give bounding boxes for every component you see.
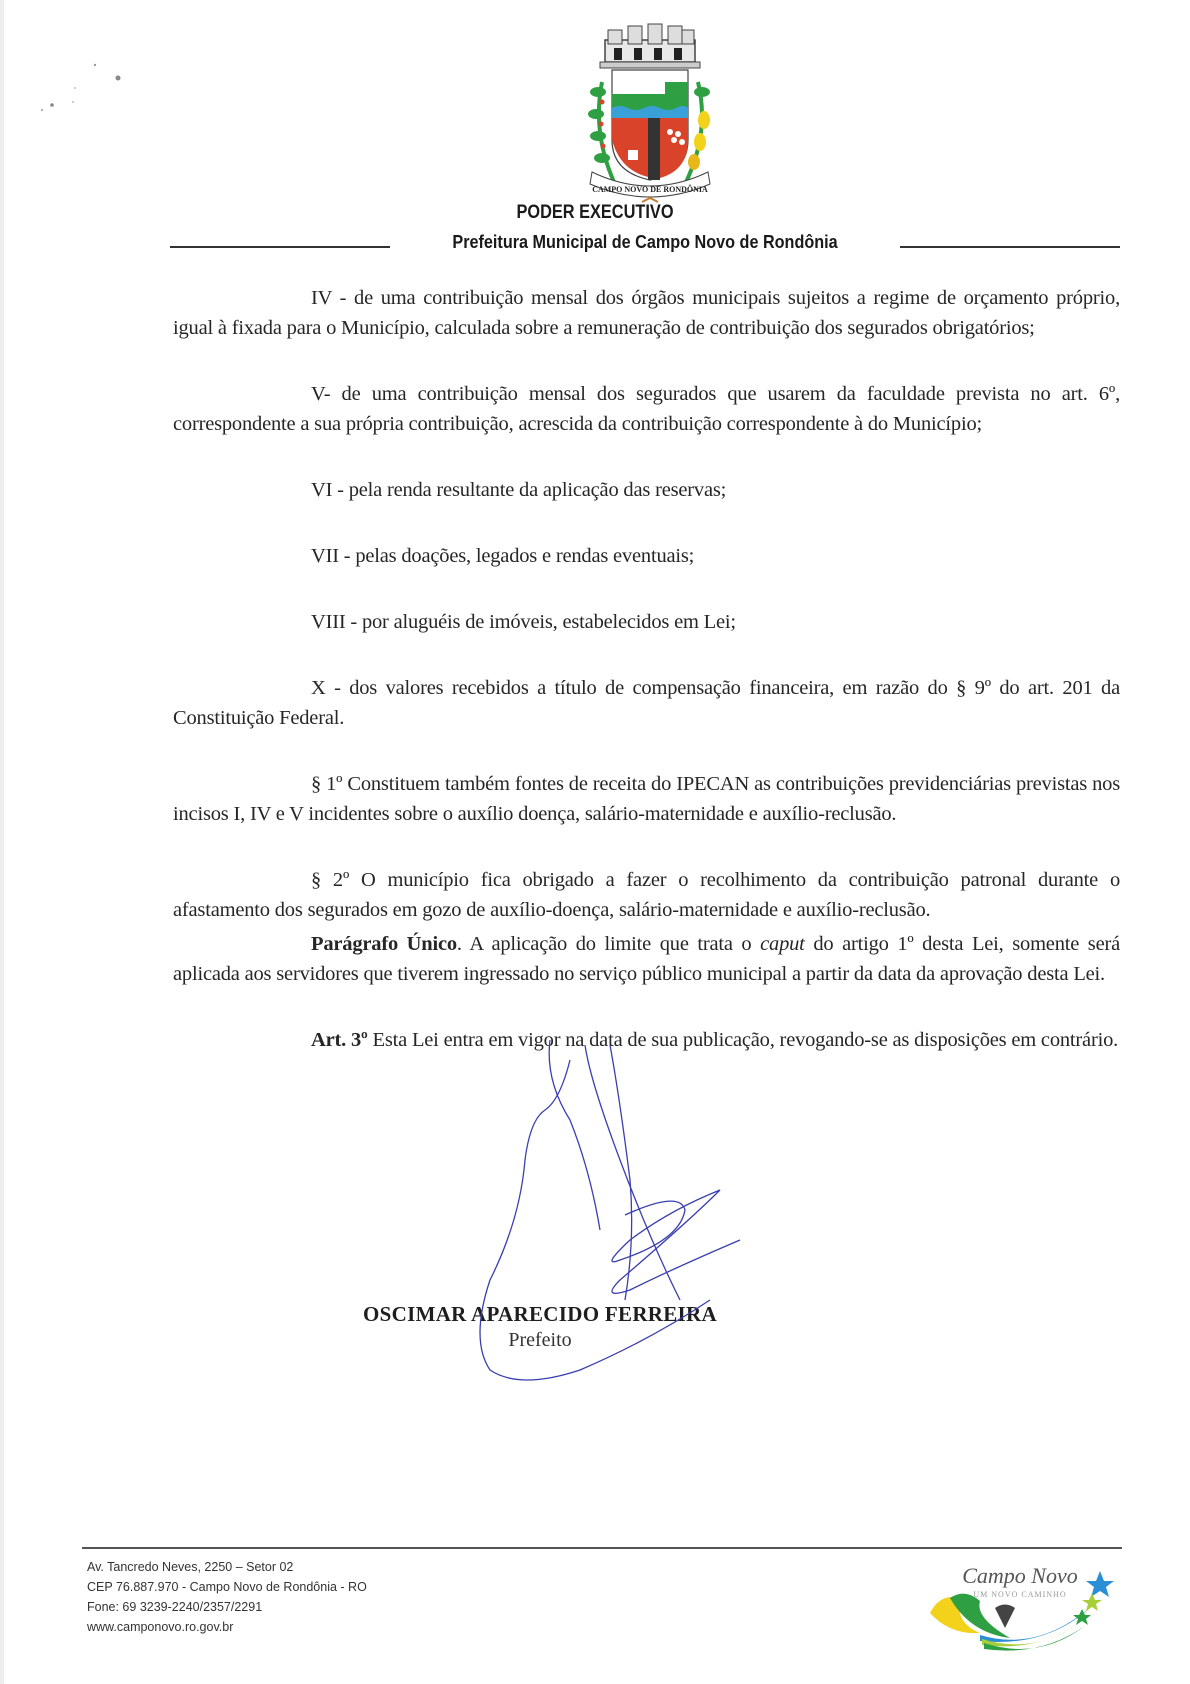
footer-website[interactable]: www.camponovo.ro.gov.br (87, 1620, 234, 1634)
branch-right-icon (686, 82, 710, 182)
paragraph-1: § 1º Constituem também fontes de receita do IPECAN as contribuições previdenciárias previstas nos incisos I, IV e V incidentes sobre o auxílio doença, salário-maternidade e auxílio-reclusão. (173, 773, 1120, 825)
star-icon (1086, 1571, 1114, 1597)
header-title: PODER EXECUTIVO (516, 202, 674, 223)
article-3-label: Art. 3º (311, 1029, 368, 1051)
document-body (173, 283, 1120, 1055)
paragrafo-unico-text-1: . A aplicação do limite que trata o (456, 933, 761, 955)
logo-title: Campo Novo (962, 1563, 1078, 1588)
scan-specks (30, 60, 130, 120)
paragrafo-unico-text-2: do artigo 1º desta Lei, somente será aplicada aos servidores que tiverem ingressado no serviço público municipal a partir da data da aprovação desta Lei. (173, 933, 1121, 985)
item-iv: IV - de uma contribuição mensal dos órgãos municipais sujeitos a regime de orçamento próprio, igual à fixada para o Município, calculada sobre a remuneração de contribuição dos segurados obrigatórios; (173, 287, 1120, 339)
header-subtitle-row (170, 232, 1120, 258)
paragrafo-unico-label: Parágrafo Único (311, 933, 457, 955)
signature-block (0, 1302, 1190, 1352)
emblem-text: CAMPO NOVO DE RONDÔNIA (592, 185, 708, 194)
campo-novo-logo (920, 1553, 1120, 1653)
scan-edge (0, 0, 4, 1684)
footer-cep: CEP 76.887.970 - Campo Novo de Rondônia - RO (87, 1580, 367, 1594)
item-vii: VII - pelas doações, legados e rendas eventuais; (311, 545, 695, 567)
shield-icon (612, 70, 688, 180)
footer-rule (82, 1547, 1122, 1549)
paragraph-2: § 2º O município fica obrigado a fazer o recolhimento da contribuição patronal durante o afastamento dos segurados em gozo de auxílio-doença, salário-maternidade e auxílio-reclusão. (173, 869, 1120, 921)
item-viii: VIII - por aluguéis de imóveis, estabelecidos em Lei; (311, 611, 736, 633)
signatory-name: OSCIMAR APARECIDO FERREIRA (363, 1302, 717, 1326)
logo-slogan: UM NOVO CAMINHO (973, 1590, 1067, 1599)
paragrafo-unico-caput: caput (760, 933, 805, 955)
signatory-role: Prefeito (508, 1329, 572, 1351)
item-v: V- de uma contribuição mensal dos segurados que usarem da faculdade prevista no art. 6º, correspondente a sua própria contribuição, acrescida da contribuição correspondente à do Município; (173, 383, 1120, 435)
star-icon (1073, 1609, 1091, 1625)
footer-address: Av. Tancredo Neves, 2250 – Setor 02 (87, 1560, 294, 1574)
paragrafo-unico (173, 929, 1120, 989)
footer-phone: Fone: 69 3239-2240/2357/2291 (87, 1600, 263, 1614)
star-icon (1082, 1593, 1102, 1611)
item-x: X - dos valores recebidos a título de compensação financeira, em razão do § 9º do art. 201 da Constituição Federal. (173, 677, 1120, 729)
branch-left-icon (588, 82, 614, 182)
item-vi: VI - pela renda resultante da aplicação das reservas; (311, 479, 727, 501)
article-3 (173, 1025, 1120, 1055)
crown-icon (600, 24, 700, 68)
header-subtitle: Prefeitura Municipal de Campo Novo de Rondônia (445, 232, 845, 253)
article-3-text: Esta Lei entra em vigor na data de sua publicação, revogando-se as disposições em contrário. (367, 1029, 1119, 1051)
coat-of-arms-emblem (570, 22, 730, 207)
footer-contact (87, 1557, 367, 1637)
